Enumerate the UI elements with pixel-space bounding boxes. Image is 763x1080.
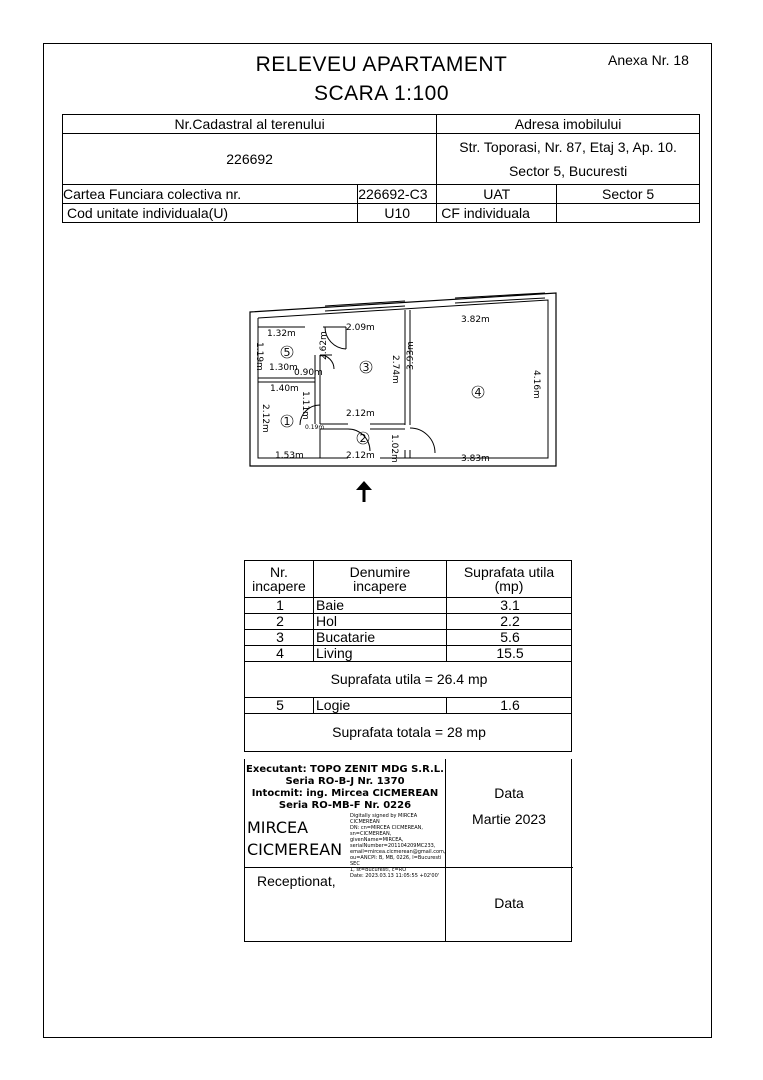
room-area: 5.6 [447, 630, 572, 646]
dim-label: 0.90m [294, 368, 323, 378]
table-row [245, 698, 572, 714]
signature-block [244, 759, 572, 942]
signature-detail: Digitally signed by MIRCEA CICMEREAN [350, 813, 418, 825]
col-header-area: Suprafata utila (mp) [447, 561, 572, 598]
dim-label: 2.12m [260, 404, 270, 433]
address-value [437, 134, 700, 185]
table-row [245, 614, 572, 630]
dim-label: 1.53m [275, 451, 304, 461]
room-number-5: 5 [283, 346, 291, 359]
table-row [245, 598, 572, 614]
dim-label: 4.16m [531, 370, 541, 399]
room-nr: 5 [245, 698, 314, 714]
col-header-name: Denumire incapere [314, 561, 447, 598]
dim-label: 1.32m [267, 329, 296, 339]
room-number-3: 3 [362, 361, 370, 374]
cod-label: Cod unitate individuala(U) [63, 204, 358, 223]
cadastral-value: 226692 [63, 134, 437, 185]
dim-label: 2.62m [319, 331, 329, 360]
signature-detail: ou=ANCPI: B, MB, 0226, l=Bucuresti SEC [350, 855, 442, 867]
cf-colectiva-value: 226692-C3 [358, 185, 437, 204]
room-nr: 2 [245, 614, 314, 630]
page-title: RELEVEU APARTAMENT [255, 53, 508, 76]
room-number-4: 4 [474, 386, 482, 399]
room-nr: 1 [245, 598, 314, 614]
room-name: Baie [314, 598, 447, 614]
property-info-table [62, 114, 700, 223]
floor-plan [0, 280, 763, 510]
dim-label: 2.09m [346, 323, 375, 333]
room-nr: 3 [245, 630, 314, 646]
dim-label: 2.12m [346, 409, 375, 419]
room-name: Logie [314, 698, 447, 714]
table-row [245, 646, 572, 662]
address-label: Adresa imobilului [437, 115, 700, 134]
signature-detail: Date: 2023.03.13 11:05:55 +02'00' [350, 873, 440, 879]
cadastral-label: Nr.Cadastral al terenului [63, 115, 437, 134]
table-row [245, 630, 572, 646]
dim-label: 1.30m [269, 363, 298, 373]
room-nr: 4 [245, 646, 314, 662]
cf-individuala-label: CF individuala [437, 204, 557, 223]
room-area: 3.1 [447, 598, 572, 614]
cf-colectiva-label: Cartea Funciara colectiva nr. [63, 185, 358, 204]
data-label: Data [494, 785, 524, 801]
entry-arrow-icon [356, 481, 372, 502]
signature-name2: CICMEREAN [247, 840, 343, 859]
uat-value: Sector 5 [557, 185, 700, 204]
address-line1: Str. Toporasi, Nr. 87, Etaj 3, Ap. 10. [459, 139, 677, 155]
executant-line3: Intocmit: ing. Mircea CICMEREAN [251, 788, 439, 799]
executant-line4: Seria RO-MB-F Nr. 0226 [278, 800, 412, 811]
data2-label: Data [494, 895, 524, 911]
dim-label: 3.82m [461, 315, 490, 325]
signature-detail: email=mircea.cicmerean@gmail.com, [350, 849, 446, 855]
room-name: Living [314, 646, 447, 662]
util-total: Suprafata utila = 26.4 mp [245, 662, 572, 698]
cf-individuala-value [557, 204, 700, 223]
dim-label: 2.74m [390, 355, 400, 384]
room-number-2: 2 [359, 432, 367, 445]
rooms-table [244, 560, 572, 752]
signature-detail: serialNumber=2011042​09MC233, [350, 843, 436, 849]
executant-line2: Seria RO-B-J Nr. 1370 [285, 776, 405, 787]
annex-label: Anexa Nr. 18 [608, 52, 689, 68]
executant-line1: Executant: TOPO ZENIT MDG S.R.L. [246, 764, 444, 775]
dim-label: 0.19m [305, 424, 325, 431]
dim-label: 1.19m [254, 342, 264, 371]
room-name: Bucatarie [314, 630, 447, 646]
room-area: 2.2 [447, 614, 572, 630]
signature-detail: 1, st=Bucuresti, c=RO [350, 867, 407, 873]
col-header-nr: Nr. incapere [245, 561, 314, 598]
dim-label: 3.93m [406, 341, 416, 370]
dim-label: 1.02m [389, 434, 399, 463]
room-area: 15.5 [447, 646, 572, 662]
page-subtitle: SCARA 1:100 [313, 82, 450, 105]
dim-label: 1.11m [300, 391, 310, 420]
signature-detail: DN: cn=MIRCEA CICMEREAN, [350, 825, 423, 831]
dim-label: 1.40m [270, 384, 299, 394]
data-value: Martie 2023 [472, 811, 546, 827]
room-number-1: 1 [283, 415, 291, 428]
signature-detail: sn=CICMEREAN, givenName=MIRCEA, [350, 831, 404, 843]
cod-value: U10 [358, 204, 437, 223]
signature-name1: MIRCEA [247, 818, 309, 837]
uat-label: UAT [437, 185, 557, 204]
grand-total: Suprafata totala = 28 mp [245, 714, 572, 752]
address-line2: Sector 5, Bucuresti [508, 163, 628, 179]
room-name: Hol [314, 614, 447, 630]
dim-label: 3.83m [461, 454, 490, 464]
room-area: 1.6 [447, 698, 572, 714]
dim-label: 2.12m [346, 451, 375, 461]
receptionat-label: Receptionat, [257, 873, 336, 889]
